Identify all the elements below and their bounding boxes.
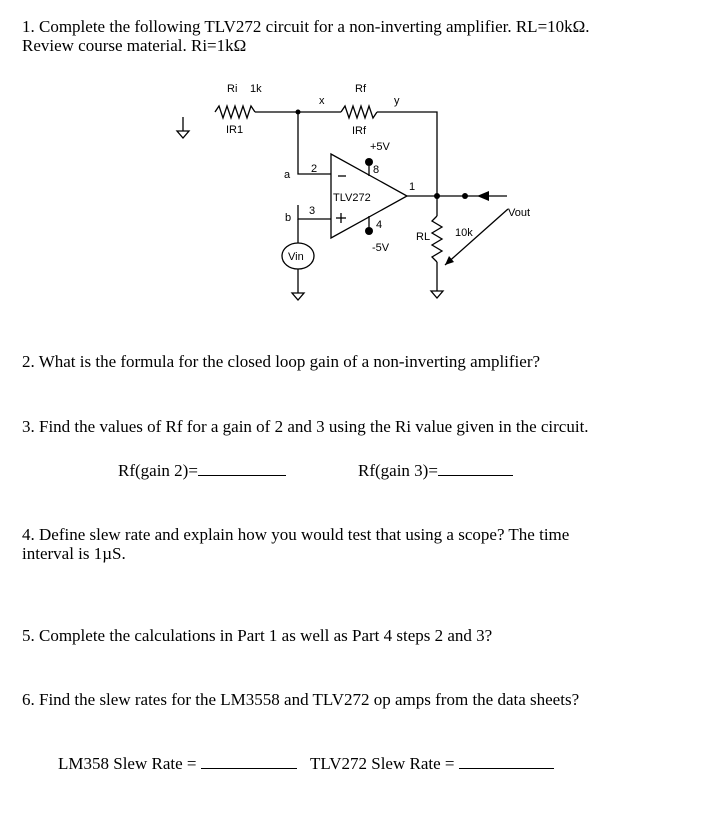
rf-gain-3-label: Rf(gain 3)=: [358, 461, 438, 480]
node-x-label: x: [319, 95, 325, 107]
question-1-line-1: 1. Complete the following TLV272 circuit for a non-inverting amplifier. RL=10kΩ.: [22, 17, 590, 36]
question-6: 6. Find the slew rates for the LM3558 and TLV272 op amps from the data sheets?: [22, 690, 580, 709]
rf-gain-2-field[interactable]: [118, 461, 286, 480]
node-y-label: y: [394, 95, 400, 107]
ground-symbol-vin: [292, 293, 304, 300]
tlv272-slew-rate-label: TLV272 Slew Rate =: [310, 754, 459, 773]
vneg-label: -5V: [372, 242, 390, 254]
opamp-name: TLV272: [333, 192, 371, 204]
lm358-slew-rate-field[interactable]: [58, 754, 297, 773]
node-b-label: b: [285, 212, 292, 224]
ground-symbol-rl: [431, 291, 443, 298]
rl-resistor: [432, 216, 442, 262]
pin-3-label: 3: [309, 205, 316, 217]
ri-resistor: [215, 106, 255, 118]
lm358-slew-rate-blank[interactable]: [201, 754, 297, 769]
question-1-line-2: Review course material. Ri=1kΩ: [22, 36, 247, 55]
rf-resistor: [341, 106, 377, 118]
vin-label: Vin: [288, 251, 304, 263]
pin-8-label: 8: [373, 164, 380, 176]
question-2: 2. What is the formula for the closed loop gain of a non-inverting amplifier?: [22, 352, 541, 371]
rf-gain-2-label: Rf(gain 2)=: [118, 461, 198, 480]
rf-gain-3-blank[interactable]: [438, 461, 513, 476]
tlv272-slew-rate-field[interactable]: [310, 754, 554, 773]
vneg-dot: [365, 227, 373, 235]
rf-label: Rf: [355, 83, 366, 95]
rl-label: RL: [416, 231, 431, 243]
pin-4-label: 4: [376, 219, 383, 231]
rf-gain-2-blank[interactable]: [198, 461, 286, 476]
vout-arrowhead: [477, 191, 489, 201]
ir1-label: IR1: [226, 124, 244, 136]
vpos-dot: [365, 158, 373, 166]
vout-label: Vout: [508, 207, 531, 219]
node-a-label: a: [284, 169, 291, 181]
question-3: 3. Find the values of Rf for a gain of 2 and 3 using the Ri value given in the circuit.: [22, 417, 589, 436]
vpos-label: +5V: [370, 141, 390, 153]
lm358-slew-rate-label: LM358 Slew Rate =: [58, 754, 201, 773]
tlv272-slew-rate-blank[interactable]: [459, 754, 554, 769]
pin-2-label: 2: [311, 163, 318, 175]
rf-gain-3-field[interactable]: [358, 461, 513, 480]
ri-label: Ri: [227, 83, 238, 95]
question-4-line-1: 4. Define slew rate and explain how you would test that using a scope? The time: [22, 525, 570, 544]
junction-out: [434, 193, 440, 199]
junction-vout: [462, 193, 468, 199]
ri-value: 1k: [250, 83, 262, 95]
question-5: 5. Complete the calculations in Part 1 as well as Part 4 steps 2 and 3?: [22, 626, 493, 645]
ground-symbol-left: [177, 117, 189, 138]
rl-value: 10k: [455, 227, 473, 239]
question-4-line-2: interval is 1µS.: [22, 544, 126, 563]
pin-1-label: 1: [409, 181, 416, 193]
wire-feedback: [377, 112, 437, 195]
irf-label: IRf: [352, 125, 367, 137]
circuit-diagram: [0, 0, 705, 330]
junction-x: [296, 110, 301, 115]
